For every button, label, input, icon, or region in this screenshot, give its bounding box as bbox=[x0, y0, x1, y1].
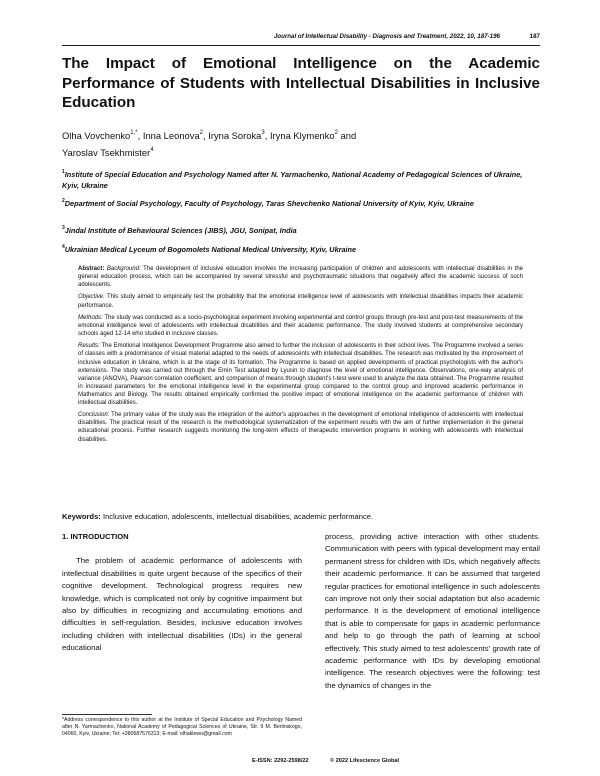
author-affil-sup: 3 bbox=[261, 130, 265, 136]
affiliation-text: Ukrainian Medical Lyceum of Bogomolets National Medical University, Kyiv, Ukraine bbox=[64, 245, 357, 254]
objective-label: Objective: bbox=[78, 294, 105, 301]
methods-text: The study was conducted as a socio-psychological experiment involving experimental and control groups through pre-test and post-test measurements of the emotional intelligence level of adolescents with intellectual disabilities and their academic performance. The study involved students at comprehensive secondary schools aged 12-14 who studied in inclusive classes. bbox=[78, 314, 523, 338]
affiliation-sup: 2 bbox=[62, 198, 65, 204]
author-name: Olha Vovchenko bbox=[62, 130, 131, 141]
page-number: 187 bbox=[529, 33, 540, 40]
author-affil-sup: 2 bbox=[199, 130, 204, 136]
author-name: , Iryna Klymenko bbox=[264, 130, 335, 141]
conclusion-text: The primary value of the study was the integration of the author's approaches in the development of emotional intelligence of adolescents with intellectual disabilities. The practical result of the research is the methodological systematization of the experiment results with the aim of further implementation in the general educational process. Further research suggests monitoring the long-term effects of therapeutic intervention programs in working with adolescents with intellectual disabilities. bbox=[78, 412, 523, 443]
background-text: The development of inclusive education involves the increasing participation of children and adolescents with intellectual disabilities in the general education process, which can be accompanied by several stressful and psychotraumatic situations that negatively affect the academic success of such adolescents. bbox=[78, 266, 524, 289]
abstract bbox=[78, 265, 523, 448]
running-head bbox=[62, 33, 540, 45]
issn: E-ISSN: 2292-2598/22 bbox=[252, 758, 309, 764]
affiliation-3 bbox=[62, 226, 540, 237]
copyright: © 2022 Lifescience Global bbox=[330, 758, 400, 764]
conclusion-label: Conclusion: bbox=[78, 412, 110, 419]
author-name: , Inna Leonova bbox=[137, 130, 200, 141]
affiliation-text: Institute of Special Education and Psychology Named after N. Yarmachenko, National Academy of Pedagogical Sciences of Ukraine, Kyiv, Ukraine bbox=[62, 170, 523, 190]
intro-paragraph-right: process, providing active interaction with other students. Communication with peers with typical development may entail permanent stress for children with IDs, which negatively affects their academic performance. It can be assumed that targeted regular practices for emotional intelligence in such adolescents can improve not only their social adaptation but also academic performance. It is the development of emotional intelligence that is able to compensate for gaps in academic performance and help to go through the path of learning at school effectively. This study aimed to test adolescents' growth rate of academic performance with IDs by developing emotional intelligence. The research objectives were the following: test the dynamics of changes in the bbox=[325, 532, 540, 690]
body-column-right bbox=[325, 531, 540, 692]
affiliation-4 bbox=[62, 245, 540, 256]
affiliation-1 bbox=[62, 170, 540, 192]
abstract-methods bbox=[78, 314, 523, 338]
abstract-label: Abstract: bbox=[78, 266, 105, 272]
author-affil-sup: 1,* bbox=[130, 130, 138, 136]
keywords-label: Keywords: bbox=[62, 512, 101, 521]
background-label: Background: bbox=[106, 266, 141, 272]
author-affil-sup: 4 bbox=[150, 147, 154, 153]
body-column-left bbox=[62, 531, 302, 655]
author-conjunction: and bbox=[337, 130, 357, 141]
methods-label: Methods: bbox=[78, 314, 103, 321]
paper-title: The Impact of Emotional Intelligence on the Academic Performance of Students with Intellectual Disabilities in Inclusive Education bbox=[62, 55, 540, 111]
author-affil-sup: 2 bbox=[334, 130, 338, 136]
intro-paragraph-left: The problem of academic performance of adolescents with intellectual disabilities is quite urgent because of the specifics of their cognitive development. Technological progress requires new knowledge, which is complicated not only by cognitive impairment but also by difficulties in recognizing and accumulating emotions and difficulties in self-regulation. Besides, inclusive education involves including children with intellectual disabilities (IDs) in the general educational bbox=[62, 556, 302, 653]
affiliation-text: Department of Social Psychology, Faculty of Psychology, Taras Shevchenko National University of Kyiv, Kyiv, Ukraine bbox=[64, 199, 474, 208]
affiliation-sup: 3 bbox=[62, 225, 65, 231]
author-name: Yaroslav Tsekhmister bbox=[62, 147, 151, 158]
abstract-objective bbox=[78, 293, 523, 309]
correspondence-footnote: *Address correspondence to this author at the Institute of Special Education and Psychology Named after N. Yarmachenko, National Academy of Pedagogical Sciences of Ukraine, Str. 9 M. Berlinskogo, 04060, Kyiv, Ukraine; Tel: +380687576313; E-mail: olhaklewo@gmail.com bbox=[62, 717, 302, 738]
journal-citation: Journal of Intellectual Disability - Diagnosis and Treatment, 2022, 10, 187-196 bbox=[273, 33, 500, 40]
abstract-background bbox=[78, 265, 523, 289]
affiliation-text: Jindal Institute of Behavioural Sciences (JIBS), JGU, Sonipat, India bbox=[64, 226, 297, 235]
section-heading: 1. INTRODUCTION bbox=[62, 532, 129, 541]
results-text: The Emotional Intelligence Development Programme also aimed to further the inclusion of adolescents in their school lives. The Programme involved a series of classes with a predominance of visual material adapted to the needs of adolescents with intellectual disabilities. The research was motivated by the improvement of inclusive education in Ukraine, which is at the stage of its formation. The Programme is based on applied developments of practical psychologists with the author's extensions. The study was carried out through the Emin Test adapted by Lyusin to diagnose the level of emotional intelligence. Observations, one-way analysis of variance (ANOVA), Pearson correlation coefficient, and comparison of means through student's t-test were used to analyze the data obtained. The Programme resulted in increased parameters for the emotional intelligence level in the experimental group compared to the control group and improved academic performance in Mathematics and Biology. The results obtained empirically confirmed the positive impact of emotional intelligence on the academic performance of children with intellectual disabilities. bbox=[78, 343, 524, 406]
abstract-conclusion bbox=[78, 411, 523, 443]
author-list bbox=[62, 127, 540, 161]
header-rule bbox=[62, 45, 540, 46]
footnote-rule bbox=[62, 714, 152, 715]
affiliation-sup: 1 bbox=[62, 169, 65, 175]
author-name: , Iryna Soroka bbox=[203, 130, 262, 141]
affiliation-2 bbox=[62, 199, 540, 210]
keywords-text: Inclusive education, adolescents, intellectual disabilities, academic performance. bbox=[102, 512, 374, 521]
results-label: Results: bbox=[78, 343, 100, 350]
affiliation-sup: 4 bbox=[62, 244, 65, 250]
objective-text: This study aimed to empirically test the probability that the emotional intelligence level of adolescents with intellectual disabilities impacts their academic performance. bbox=[78, 294, 523, 309]
abstract-results bbox=[78, 342, 523, 407]
keywords bbox=[62, 512, 540, 521]
